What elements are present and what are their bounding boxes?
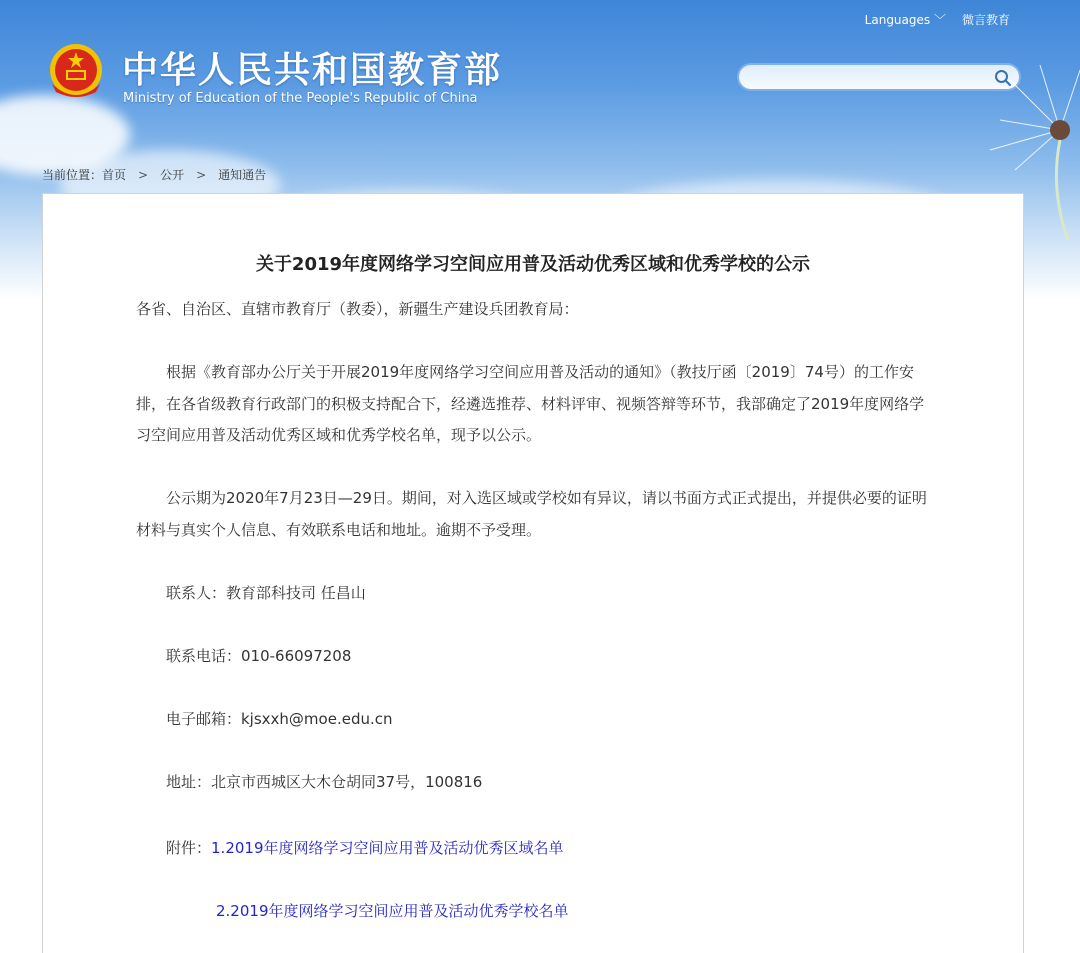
contact-address: 地址：北京市西城区大木仓胡同37号，100816 — [136, 773, 483, 791]
languages-label: Languages — [864, 13, 931, 27]
article-card — [42, 193, 1024, 953]
chevron-right-icon: > — [138, 167, 149, 182]
article-salutation: 各省、自治区、直辖市教育厅（教委），新疆生产建设兵团教育局： — [136, 300, 579, 318]
breadcrumb-notices[interactable]: 通知通告 — [218, 168, 267, 182]
breadcrumb-public[interactable]: 公开 — [160, 168, 185, 182]
site-title[interactable]: 中华人民共和国教育部 — [122, 50, 503, 91]
contact-email: 电子邮箱：kjsxxh@moe.edu.cn — [136, 710, 393, 728]
breadcrumb-label: 当前位置： — [42, 168, 103, 182]
attachment-link-2[interactable]: 2.2019年度网络学习空间应用普及活动优秀学校名单 — [216, 902, 569, 920]
article-title: 关于2019年度网络学习空间应用普及活动优秀区域和优秀学校的公示 — [255, 254, 811, 275]
chevron-right-icon: > — [196, 167, 207, 182]
contact-person: 联系人：教育部科技司 任昌山 — [136, 584, 366, 602]
search-box — [737, 63, 1021, 91]
article-paragraph: 根据《教育部办公厅关于开展2019年度网络学习空间应用普及活动的通知》（教技厅函〔2019〕74号）的工作安排，在各省级教育行政部门的积极支持配合下，经遴选推荐、材料评审、视频答辩等环节，我部确定了2019年度网络学习空间应用普及活动优秀区域和优秀学校名单，现予以公示。 — [136, 363, 925, 444]
attachments — [136, 833, 936, 865]
search-input[interactable] — [751, 69, 995, 89]
attachments-second — [216, 896, 1016, 928]
attachment-label: 附件： — [136, 839, 212, 857]
chevron-down-icon: ﹀ — [930, 13, 946, 27]
weiyan-jiaoyu-link[interactable]: 微言教育 — [961, 13, 1010, 27]
breadcrumb — [42, 166, 266, 183]
languages-link[interactable] — [865, 11, 946, 28]
contact-phone: 联系电话：010-66097208 — [136, 647, 352, 665]
breadcrumb-home[interactable]: 首页 — [102, 168, 127, 182]
site-subtitle: Ministry of Education of the People's Republic of China — [123, 91, 478, 106]
top-links — [865, 11, 1010, 28]
national-emblem-logo — [44, 40, 108, 106]
attachment-link-1[interactable]: 1.2019年度网络学习空间应用普及活动优秀区域名单 — [211, 839, 564, 857]
article-paragraph: 公示期为2020年7月23日—29日。期间，对入选区域或学校如有异议，请以书面方式正式提出，并提供必要的证明材料与真实个人信息、有效联系电话和地址。逾期不予受理。 — [136, 489, 927, 539]
